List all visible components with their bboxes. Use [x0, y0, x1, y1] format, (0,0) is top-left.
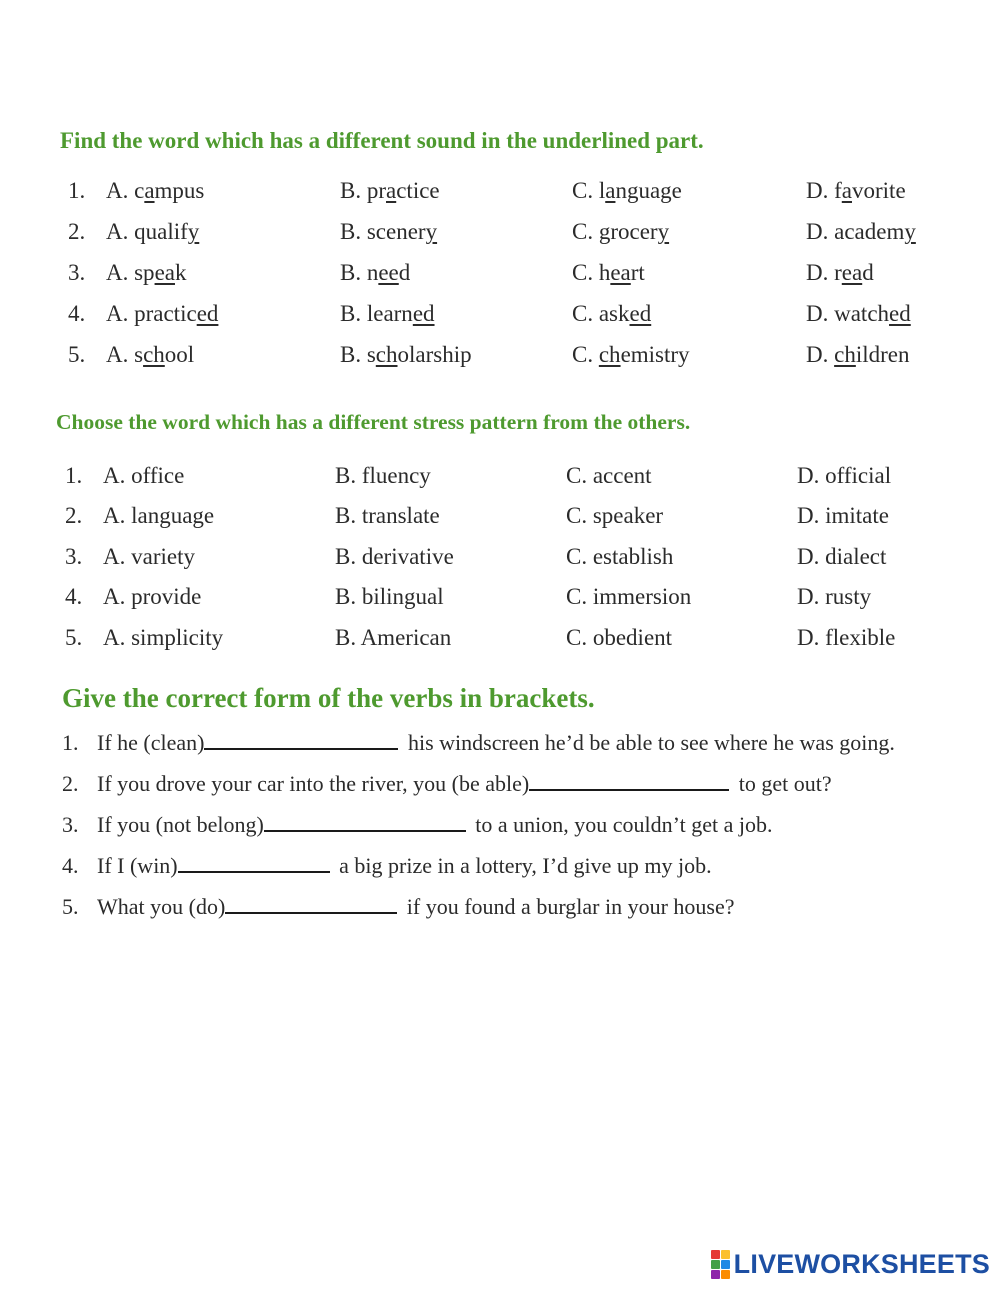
- section-2-title: Choose the word which has a different stress pattern from the others.: [56, 410, 691, 434]
- fill-in-item: [62, 771, 832, 797]
- option-text: B. learn: [340, 301, 413, 326]
- option-text: ctice: [396, 178, 440, 203]
- fill-in-item: [62, 812, 772, 838]
- answer-option: A. simplicity: [103, 625, 224, 650]
- answer-option: C. speaker: [566, 503, 664, 528]
- section-1-title: Find the word which has a different sound in the underlined part.: [60, 128, 704, 153]
- item-number: 2.: [62, 771, 79, 796]
- answer-option: B. fluency: [335, 463, 431, 488]
- item-number: 1.: [62, 730, 79, 755]
- underlined-part: a: [144, 178, 155, 203]
- underlined-part: ch: [598, 342, 621, 367]
- option-text: A. sp: [106, 260, 155, 285]
- answer-option: [806, 219, 916, 245]
- item-text-before: If you (not belong): [97, 812, 264, 837]
- option-text: C. h: [572, 260, 611, 285]
- answer-option: D. rusty: [797, 584, 872, 609]
- underlined-part: ed: [629, 301, 652, 326]
- liveworksheets-logo: [711, 1249, 990, 1279]
- answer-option: [106, 178, 204, 204]
- answer-option: [106, 342, 194, 368]
- logo-square: [721, 1260, 730, 1269]
- option-text: C. ask: [572, 301, 630, 326]
- answer-option: [340, 342, 472, 368]
- option-text: C. l: [572, 178, 606, 203]
- logo-square: [721, 1270, 730, 1279]
- option-text: A. s: [106, 342, 144, 367]
- logo-square: [711, 1270, 720, 1279]
- option-text: emistry: [620, 342, 690, 367]
- answer-option: D. flexible: [797, 625, 896, 650]
- answer-blank[interactable]: [529, 771, 729, 791]
- answer-option: D. imitate: [797, 503, 889, 528]
- fill-in-item: [62, 730, 895, 756]
- logo-square: [711, 1250, 720, 1259]
- question-row: [0, 178, 1000, 210]
- option-text: rt: [630, 260, 645, 285]
- question-row: [0, 463, 1000, 495]
- item-text-before: What you (do): [97, 894, 226, 919]
- option-text: B. n: [340, 260, 379, 285]
- question-row: [0, 219, 1000, 251]
- answer-option: [806, 342, 910, 368]
- item-number: 5.: [62, 894, 79, 919]
- answer-option: A. provide: [103, 584, 202, 609]
- answer-blank[interactable]: [225, 894, 397, 914]
- option-text: d: [862, 260, 874, 285]
- answer-option: D. dialect: [797, 544, 887, 569]
- option-text: mpus: [154, 178, 205, 203]
- answer-option: [806, 178, 906, 204]
- option-text: A. c: [106, 178, 145, 203]
- answer-option: C. establish: [566, 544, 674, 569]
- option-text: olarship: [397, 342, 472, 367]
- item-text-after: his windscreen he’d be able to see where he was going.: [402, 730, 895, 755]
- answer-option: [572, 301, 651, 327]
- underlined-part: ed: [196, 301, 219, 326]
- logo-square: [721, 1250, 730, 1259]
- option-text: k: [174, 260, 187, 285]
- underlined-part: y: [657, 219, 670, 244]
- underlined-part: ch: [375, 342, 398, 367]
- underlined-part: ch: [834, 342, 856, 367]
- question-number: 1.: [65, 463, 83, 488]
- question-number: 4.: [65, 584, 83, 609]
- fill-in-item: [62, 894, 735, 920]
- item-number: 4.: [62, 853, 79, 878]
- item-text-after: to a union, you couldn’t get a job.: [469, 812, 773, 837]
- answer-option: [572, 178, 682, 204]
- underlined-part: a: [605, 178, 616, 203]
- question-row: [0, 584, 1000, 616]
- option-text: nguage: [615, 178, 682, 203]
- question-number: 3.: [68, 260, 86, 285]
- answer-option: [572, 342, 690, 368]
- item-text-before: If he (clean): [97, 730, 205, 755]
- underlined-part: ea: [154, 260, 175, 285]
- option-text: ool: [164, 342, 195, 367]
- option-text: C.: [572, 342, 599, 367]
- answer-option: A. variety: [103, 544, 195, 569]
- question-number: 2.: [68, 219, 86, 244]
- answer-option: D. official: [797, 463, 892, 488]
- answer-option: [340, 301, 435, 327]
- underlined-part: ed: [412, 301, 435, 326]
- question-number: 3.: [65, 544, 83, 569]
- underlined-part: ch: [143, 342, 165, 367]
- option-text: B. s: [340, 342, 376, 367]
- item-text-before: If you drove your car into the river, you (be able): [97, 771, 530, 796]
- answer-option: [572, 219, 669, 245]
- question-number: 5.: [65, 625, 83, 650]
- answer-option: B. translate: [335, 503, 440, 528]
- answer-blank[interactable]: [178, 853, 330, 873]
- answer-option: C. accent: [566, 463, 652, 488]
- answer-option: C. obedient: [566, 625, 673, 650]
- fill-in-item: [62, 853, 712, 879]
- logo-square: [711, 1260, 720, 1269]
- answer-option: [340, 260, 410, 286]
- option-text: vorite: [852, 178, 906, 203]
- answer-option: A. office: [103, 463, 185, 488]
- answer-option: C. immersion: [566, 584, 692, 609]
- underlined-part: y: [187, 219, 200, 244]
- question-row: [0, 342, 1000, 374]
- answer-option: [806, 301, 911, 327]
- answer-option: [806, 260, 874, 286]
- question-row: [0, 503, 1000, 535]
- underlined-part: ea: [841, 260, 863, 285]
- underlined-part: a: [841, 178, 852, 203]
- question-number: 2.: [65, 503, 83, 528]
- underlined-part: a: [386, 178, 397, 203]
- answer-option: [340, 219, 437, 245]
- answer-option: B. bilingual: [335, 584, 444, 609]
- question-row: [0, 260, 1000, 292]
- option-text: D. academ: [806, 219, 905, 244]
- answer-option: [106, 219, 199, 245]
- question-number: 5.: [68, 342, 86, 367]
- answer-option: B. American: [335, 625, 452, 650]
- option-text: A. qualif: [106, 219, 188, 244]
- answer-option: [106, 260, 186, 286]
- question-number: 4.: [68, 301, 86, 326]
- item-text-before: If I (win): [97, 853, 178, 878]
- option-text: D. watch: [806, 301, 890, 326]
- option-text: B. scener: [340, 219, 426, 244]
- logo-mark-icon: [711, 1250, 730, 1279]
- underlined-part: y: [904, 219, 916, 244]
- underlined-part: ee: [378, 260, 399, 285]
- underlined-part: ea: [610, 260, 631, 285]
- answer-option: [340, 178, 440, 204]
- option-text: D. f: [806, 178, 842, 203]
- option-text: d: [398, 260, 411, 285]
- option-text: ildren: [855, 342, 910, 367]
- question-row: [0, 301, 1000, 333]
- answer-option: A. language: [103, 503, 215, 528]
- underlined-part: y: [425, 219, 438, 244]
- question-number: 1.: [68, 178, 86, 203]
- option-text: D.: [806, 342, 835, 367]
- item-text-after: a big prize in a lottery, I’d give up my job.: [333, 853, 712, 878]
- question-row: [0, 625, 1000, 657]
- logo-text: LIVEWORKSHEETS: [733, 1248, 990, 1279]
- answer-blank[interactable]: [264, 812, 466, 832]
- answer-option: [572, 260, 645, 286]
- question-row: [0, 544, 1000, 576]
- option-text: A. practic: [106, 301, 197, 326]
- answer-option: [106, 301, 218, 327]
- answer-blank[interactable]: [204, 730, 398, 750]
- underlined-part: ed: [889, 301, 911, 326]
- option-text: D. r: [806, 260, 842, 285]
- item-text-after: to get out?: [733, 771, 832, 796]
- answer-option: B. derivative: [335, 544, 454, 569]
- item-text-after: if you found a burglar in your house?: [401, 894, 735, 919]
- section-3-title: Give the correct form of the verbs in brackets.: [62, 683, 595, 713]
- option-text: C. grocer: [572, 219, 658, 244]
- item-number: 3.: [62, 812, 79, 837]
- option-text: B. pr: [340, 178, 386, 203]
